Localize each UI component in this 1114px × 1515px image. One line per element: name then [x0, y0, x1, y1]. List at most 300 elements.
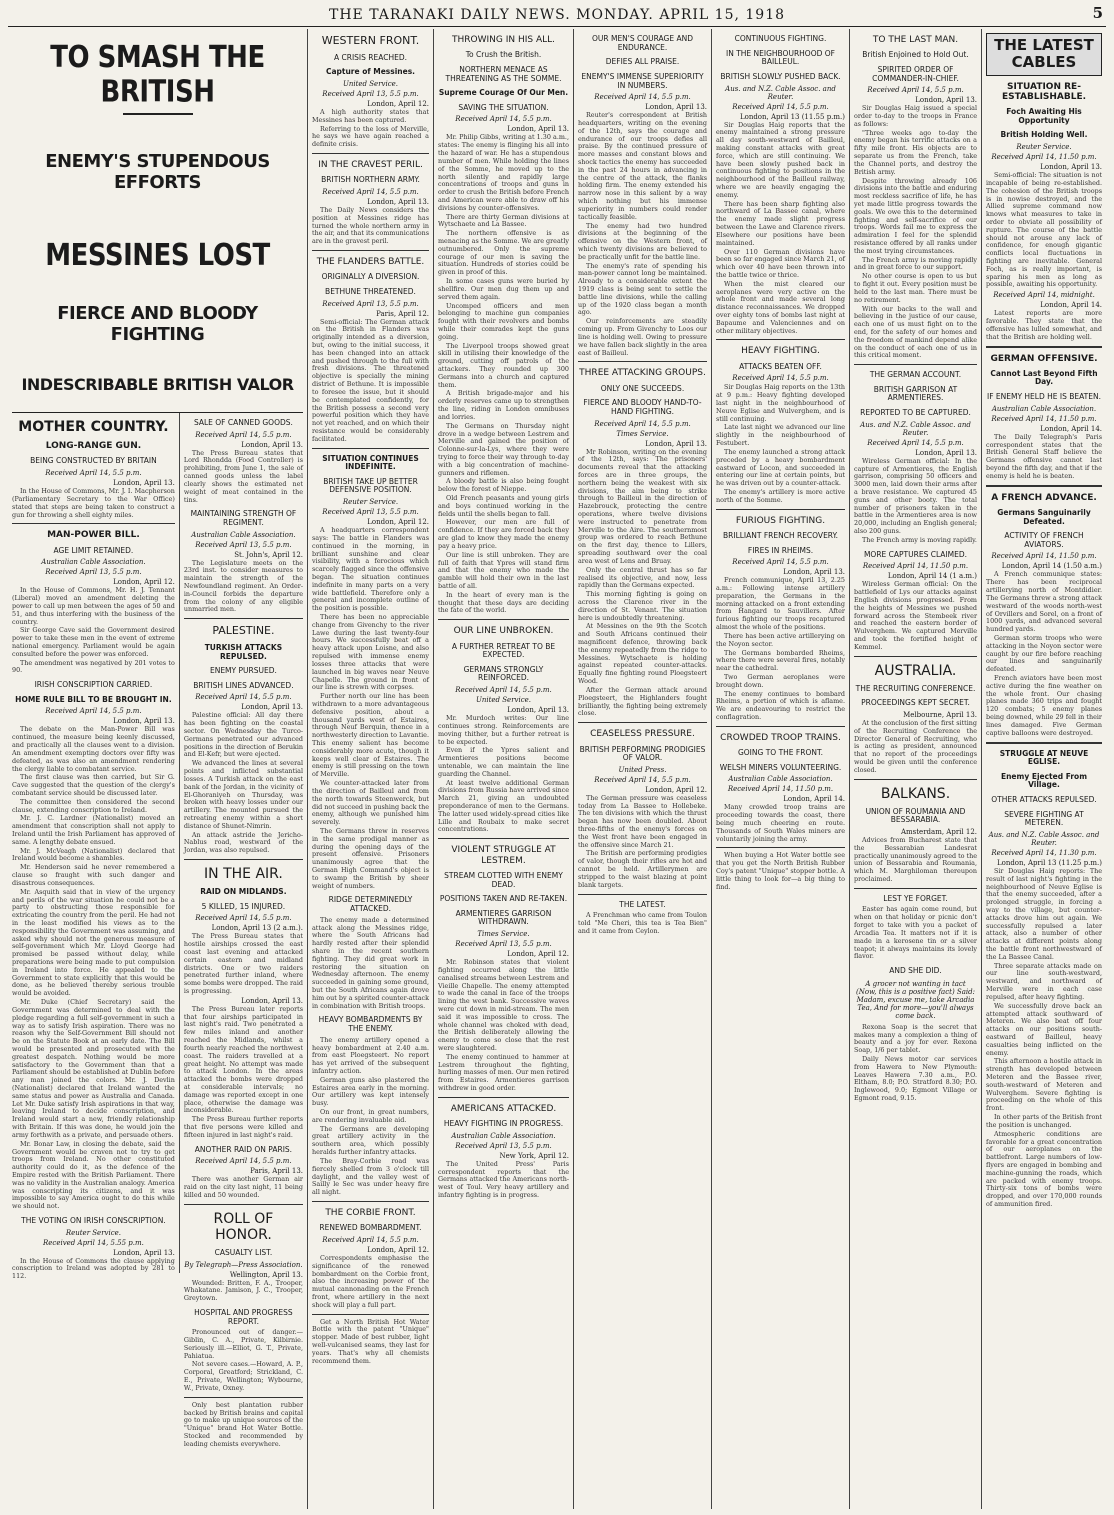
divider [578, 722, 707, 723]
subheadline: To Crush the British. [465, 50, 542, 60]
divider [312, 250, 429, 251]
subheadline: Cannot Last Beyond Fifth Day. [990, 368, 1098, 387]
subheadline: HOSPITAL AND PROGRESS REPORT. [194, 1307, 293, 1326]
headline: ROLL OF HONOR. [213, 1210, 274, 1243]
paragraph: At the conclusion of the first sitting of the Recruiting Conference the Director General of Recruiting, who is acting as president, announced that no report of the proceedings would be given until the conference closed. [854, 718, 977, 774]
paragraph: Three separate attacks made on our line south-westward, westward, and northward of Merville were in each case repulsed, after heavy fighting. [986, 961, 1102, 1001]
paragraph: Mr. Murdoch writes: Our line continues strong. Reinforcements are moving thither, but a further retreat is to be expected. [438, 714, 569, 746]
headline: FURIOUS FIGHTING. [735, 515, 826, 526]
subheadline: Foch Awaiting His Opportunity [1006, 107, 1082, 125]
subheadline: BRILLIANT FRENCH RECOVERY. [723, 530, 838, 540]
paragraph: When the mist cleared our aeroplanes were very active on the whole front and made several long distance reconnaissances. We dropped over eighty tons of bombs last night at Bapaume and Valenciennes and on other military objectives. [716, 279, 845, 335]
dateline: London, April 13 (11.55 p.m.) [739, 112, 845, 121]
paragraph: The enemy launched a strong attack preceded by a heavy bombardment eastward of Locon, and succeeded in entering our line at certain points, but he was driven out by a counter-attack. [716, 447, 845, 488]
subheadline: British Enjoined to Hold Out. [862, 50, 969, 60]
paragraph: In the House of Commons, Mr. J. I. Macpherson (Parliamentary Secretary to the War Office) stated that steps are being taken to construct a gun for throwing a shell eighty miles. [12, 487, 175, 519]
headline: VIOLENT STRUGGLE AT LESTREM. [451, 845, 556, 866]
credit: Received April 14, 5.5 p.m. [195, 1157, 292, 1166]
subheadline: RIDGE DETERMINEDLY ATTACKED. [328, 895, 413, 914]
subheadline: HEAVY BOMBARDMENTS BY THE ENEMY. [318, 1015, 423, 1034]
divider [578, 894, 707, 895]
subheadline: Supreme Courage Of Our Men. [438, 88, 569, 98]
paragraph: French aviators have been most active during the fine weather on the whole front. Our chasing planes made 360 trips and fought 120 combats; 5 enemy planes being downed, while 29 fell in their lines damaged. Five German captive balloons were destroyed. [986, 674, 1102, 737]
divider [986, 346, 1102, 348]
paragraph: After the German attack around Ploegsteert, the Highlanders fought brilliantly, the fighting being extremely close. [578, 685, 707, 718]
subheadline: AND SHE DID. [889, 966, 942, 976]
lead-headline: TO SMASH THE BRITISH [50, 40, 265, 110]
divider [12, 523, 175, 524]
paragraph: Despite throwing already 106 divisions into the battle and enduring most reckless sacrifice of life, he has yet made little progress towards the goals. We owe this to the determined fighting and self-sacrifice of our troops. Words fail me to express the admiration I feel for the splendid resistance offered by all ranks under the most trying circumstances. [854, 176, 977, 255]
subheadline: British Holding Well. [1000, 130, 1088, 140]
paragraph: The United Press' Paris correspondent reports that the Germans attacked the Americans north-west of Toul. Very heavy artillery and infantry fighting is in progress. [438, 1159, 569, 1200]
paragraph: The British are performing prodigies of valor, though their rifles are hot and cannot be held. Artillerymen are stripped to the waist blazing at point blank targets. [578, 849, 707, 889]
paragraph: Mr. J. McVeagh (Nationalist) declared that Ireland would become a shambles. [12, 846, 175, 863]
credit: Received April 14, 5.55 p.m. [43, 1238, 144, 1247]
masthead-title: THE TARANAKI DAILY NEWS. MONDAY. APRIL 15, 1918 [328, 7, 786, 23]
subheadline: BETHUNE THREATENED. [325, 286, 416, 296]
paragraph: The committee then considered the second clause, extending conscription to Ireland. [12, 797, 175, 814]
paragraph: Our line is still unbroken. They are full of faith that Ypres will stand firm and that the enemy who made the gamble will hold their own in the last battle of all. [438, 550, 569, 590]
paragraph: In some cases guns were buried by shellfire. Our men dug them up and served them again. [438, 277, 569, 301]
credit: By Telegraph—Press Association. [184, 1260, 303, 1269]
paragraph: Two German aeroplanes were brought down. [716, 672, 845, 689]
column-throwing [434, 29, 574, 1509]
dateline: London, April 13. [507, 125, 569, 134]
paragraph: Further north our line has been withdrawn to a more advantageous defensive position, about a thousand yards west of Estaires, through Neuf Berquin, thence in a northwesterly direction to Lavantie. This enemy salient has become considerably more acute, though it keeps well clear of Estaires. The enemy is still pressing on the town of Merville. [312, 692, 429, 779]
subheadline: IF ENEMY HELD HE IS BEATEN. [986, 392, 1102, 402]
column-our-men [574, 29, 712, 1509]
subheadline: HEAVY FIGHTING IN PROGRESS. [443, 1119, 564, 1129]
credit: Received April 14, 5.5 p.m. [45, 707, 142, 716]
paragraph: Pronounced out of danger.—Giblin, C. A., Private, Kilbirnie. Seriously ill.—Elliot, G. T., Private, Pahiatua. [183, 1328, 303, 1360]
divider [438, 1097, 569, 1098]
divider [716, 726, 845, 727]
paragraph: Reuter's correspondent at British headquarters, writing on the evening of the 12th, says the courage and endurance of our troops defies all praise. By the continued pressure of more masses and constant blows and shock tactics the enemy has succeeded in the past 24 hours in advancing in the centre of the attack, the flanks holding firm. The enemy extended his narrow nose in this salient by a way which nothing but his immense superiority in numbers could render tactically feasible. [578, 111, 707, 221]
credit: Received April 13, 5.5 p.m. [195, 540, 292, 549]
subcolumn-mother-country [12, 413, 180, 1281]
paragraph: Mr. Bonar Law, in closing the debate, said the Government would be craven not to try to get troops from Ireland. No other constituted authority could do it, as the defence of the Empire rested with the British Parliament. There was no validity in the Australian analogy. America was conscripting its citizens, and it was impossible to say America ought to do this while we should not. [12, 1139, 175, 1211]
headline: THREE ATTACKING GROUPS. [579, 368, 706, 379]
paragraph: "Three weeks ago to-day the enemy began his terrific attacks on a fifty mile front. His objects are to separate us from the French, take the Channel ports, and destroy the British army. [854, 128, 977, 176]
subheadline: RAID ON MIDLANDS. [200, 887, 287, 897]
dateline: London, April 13. [367, 197, 429, 206]
subheadline: UNION OF ROUMANIA AND BESSARABIA. [865, 806, 966, 825]
subheadline: Enemy Ejected From Village. [1000, 771, 1088, 790]
subheadline: FIRES IN RHEIMS. [747, 545, 814, 555]
dateline: London, April 14. [1040, 424, 1102, 433]
credit: Australian Cable Association. [41, 558, 146, 567]
paragraph: Mr. Philip Gibbs, writing at 1.30 a.m., states: The enemy is flinging his all into the hazard of war. He has a stupendous number of men. While holding the lines of the Somme, he moved up to the north silently and rapidly large concentrations of troops and guns in order to crush the British before French and American were able to draw off his divisions by counter-offensives. [438, 133, 569, 212]
headline: BALKANS. [880, 785, 951, 802]
dateline: London, April 13. [645, 103, 707, 112]
paragraph: In other parts of the British front the position is unchanged. [986, 1113, 1102, 1129]
lead-subheadline-4: INDESCRIBABLE BRITISH VALOR [21, 375, 294, 394]
credit: Received April 14, 5.5 p.m. [594, 775, 691, 784]
subheadline: A CRISIS REACHED. [333, 52, 407, 62]
dateline: Paris, April 12. [376, 309, 429, 318]
masthead [8, 4, 1106, 27]
headline: LONG-RANGE GUN. [45, 441, 142, 452]
paragraph: Semi-official: The German attack on the British in Flanders was originally intended as a diversion, but, owing to the initial success, it has been changed into an attack and pushed through to the full with fresh divisions. The threatened objective is specially the mining district of Bethune. It is impossible to foresee the issue, but it should be contemplated confidently, for the British possess a second very powerful position which they have not yet reached, and on which their resistance would be considerably facilitated. [312, 317, 429, 443]
credit: Received April 14, 5.5 p.m. [195, 914, 292, 923]
paragraph: With our backs to the wall and believing in the justice of our cause, each one of us must fight on to the end, for the safety of our homes and the freedom of mankind depend alike on the conduct of each one of us in this critical moment. [854, 304, 977, 360]
paragraph: German storm troops who were attacking in the Noyon sector were caught by our fire before reaching our lines and sanguinarily defeated. [986, 633, 1102, 674]
subheadline: ATTACKS BEATEN OFF. [739, 361, 822, 371]
credit: Received April 14, 11.30 p.m. [991, 848, 1097, 857]
paragraph: Latest reports are more favorable. They state that the offensive has lulled somewhat, and that the British are holding well. [986, 309, 1102, 341]
paragraph: Sir George Cave said the Government desired power to take these men in the event of extreme national emergency. Parliament would be again consulted before the power was enforced. [12, 626, 175, 658]
divider [854, 656, 977, 657]
paragraph: This morning fighting is going on across the Clarence river in the direction of St. Venant. The situation here is undoubtedly threatening. [578, 590, 707, 622]
paragraph: The amendment was negatived by 201 votes to 90. [12, 658, 175, 675]
paragraph: There was another German air raid on the city last night, 11 being killed and 50 wounded. [183, 1175, 303, 1199]
subheadline: HOME RULE BILL TO BE BROUGHT IN. [15, 694, 172, 704]
advertisement: Only best plantation rubber backed by British brains and capital go to make up unique sources of the "Unique" brand Hot Water Bottle. Stocked and recommended by leading chemists everywhere. [183, 1400, 303, 1448]
dateline: London, April 12. [367, 518, 429, 527]
paragraph: Old French peasants and young girls and boys continued working in the fields until the shells began to fall. [438, 494, 569, 518]
divider [716, 847, 845, 848]
paragraph: Wounded: Britten, F. A., Trooper, Whakatane. Jamison, J. C., Trooper, Greytown. [183, 1278, 303, 1303]
subheadline: Capture of Messines. [325, 67, 416, 77]
subheadline: BRITISH GARRISON AT ARMENTIERES. [873, 384, 958, 403]
paragraph: Mr. Henderson said he never remembered a clause so fraught with such danger and disastrous consequences. [12, 863, 175, 887]
dateline: London, April 13. [507, 706, 569, 715]
headline: OUR MEN'S COURAGE AND ENDURANCE. [591, 34, 693, 52]
headline: CONTINUOUS FIGHTING. [734, 34, 827, 43]
credit: Reuter Service. [342, 498, 399, 507]
headline: WESTERN FRONT. [321, 34, 420, 47]
credit: Australian Cable Association. [728, 775, 833, 784]
paragraph: At Messines on the 9th the Scotch and South Africans continued their magnificent defence, throwing back the enemy repeatedly from the ridge to Messines. Wytschaete is holding against repeated counter-attacks. Equally fine fighting round Ploegsteert Wood. [578, 622, 707, 686]
paragraph: Even if the Ypres salient and Armentieres positions become untenable, we can maintain the line guarding the Channel. [438, 746, 569, 778]
subheadline: BEING CONSTRUCTED BY BRITAIN [30, 456, 157, 466]
dateline: London, April 13. [241, 996, 303, 1005]
credit: Received April 13, 5.5 p.m. [322, 89, 419, 98]
paragraph: German guns also plastered the Estaires area early in the morning. Our artillery was kept intensely busy. [312, 1075, 429, 1108]
subheadline: ENEMY PURSUED. [209, 666, 277, 676]
paragraph: Sir Douglas Haig reports that the enemy maintained a strong pressure all day south-westward of Bailleul, making constant attacks with great force, which are still continuing. We have been slowly pushed back in continuous fighting to positions in the neighbourhood of the Bailleul railway, where we are heavily engaging the enemy. [716, 120, 845, 199]
subheadline: RENEWED BOMBARDMENT. [319, 1223, 422, 1233]
paragraph: The enemy's artillery is more active north of the Somme. [716, 487, 845, 504]
dateline: London, April 14 (1.50 a.m.) [1001, 562, 1102, 571]
dateline: London, April 13. [113, 479, 175, 488]
credit: United Press. [618, 765, 667, 774]
subheadline: BRITISH SLOWLY PUSHED BACK. [720, 71, 841, 81]
paragraph: A headquarters correspondent says: The battle in Flanders was continued in the morning, in brilliant sunshine and clear visibility, with a ferocious which scarcely flagged since the offensive began. The situation continues indefinite in many parts on a very wide battlefield. Therefore only a general and incomplete outline of the position is possible. [312, 526, 429, 613]
dateline: London, April 13. [1040, 163, 1102, 172]
paragraph: The German pressure was ceaseless today from La Bassee to Hollebeke. The ten divisions with which the thrust began has now been doubled. About three-fifths of the enemy's forces on the West front have been engaged in the offensive since March 21. [578, 793, 707, 849]
subheadline: WELSH MINERS VOLUNTEERING. [719, 762, 842, 772]
credit: Received April 14, 11.50 p.m. [862, 562, 969, 571]
subheadline: SALE OF CANNED GOODS. [193, 418, 293, 427]
advertisement: Easter has again come round, but when on that holiday or picnic don't forget to take with you a packet of Arcadia Tea. It matters not if it is made in a kerosene tin or a silver teapot; it always maintains its lovely flavor. [854, 905, 977, 961]
paragraph: The Daily News considers the position at Messines ridge has turned the whole northern army in the air, and that its communications are in the gravest peril. [312, 205, 429, 246]
paragraph: A high authority states that Messines has been captured. [312, 107, 429, 124]
subheadline: SAVING THE SITUATION. [458, 102, 549, 112]
credit: Received April 14, 11.50 p.m. [991, 552, 1097, 561]
column-lead [8, 29, 308, 1509]
paragraph: The Press Bureau states that hostile airships crossed the east coast last evening and attacked certain eastern and midland districts. One or two raiders penetrated further inland, where some bombs were dropped. The raid is progressing. [183, 932, 303, 996]
paragraph: The French army is moving rapidly. [862, 535, 977, 544]
latest-cables-banner: THE LATEST CABLES [986, 33, 1102, 76]
paragraph: Sir Douglas Haig reports on the 13th at 9 p.m.: Heavy fighting developed last night in the neighbourhood of Neuve Eglise and Wulverghem, and is still continuing. [716, 383, 845, 423]
headline: THE FLANDERS BATTLE. [316, 256, 425, 267]
subheadline: SEVERE FIGHTING AT METEREN. [1004, 809, 1084, 828]
credit: Australian Cable Association. [451, 1131, 556, 1140]
paragraph: At least twelve additional German divisions from Russia have arrived since March 21, giving an undoubted preponderance of men to the Germans. The latter used widely-spread cities like Lille and Roubaix to make secret concentrations. [438, 778, 569, 834]
dateline: Amsterdam, April 12. [900, 827, 977, 836]
paragraph: An attack astride the Jericho-Nablus road, westward of the Jordan, was also repulsed. [183, 830, 303, 855]
subheadline: GOING TO THE FRONT. [737, 748, 824, 758]
divider [312, 153, 429, 154]
dateline: London, April 13. [915, 448, 977, 457]
dateline: Wellington, April 13. [229, 1270, 303, 1279]
paragraph: The enemy artillery opened a heavy bombardment at 2.40 a.m. from east Ploegsteert. No report has yet arrived of the subsequent infantry action. [312, 1035, 429, 1075]
credit: Received April 14, 5.5 p.m. [594, 93, 691, 102]
paragraph: A British brigade-major and his orderly reserves came up to strengthen the line, riding in London omnibuses and lorries. [438, 389, 569, 421]
dateline: London, April 13. [113, 717, 175, 726]
credit: Aus. and N.Z. Cable Assoc. and Reuter. [988, 830, 1100, 847]
paragraph: Only the central thrust has so far realised its objective, and now, less rapidly than the Germans expected. [578, 565, 707, 590]
credit: Received April 14, 5.5 p.m. [732, 558, 829, 567]
paragraph: The Liverpool troops showed great skill in utilising their knowledge of the ground, cutting off patrols of the attackers. They rounded up 300 Germans into a church and captured them. [438, 341, 569, 389]
credit: Received April 14, 5.5 p.m. [594, 419, 691, 428]
credit: United Service. [475, 696, 532, 705]
paragraph: The Press Bureau later reports that four airships participated in last night's raid. Two penetrated a few miles inland and another reached the Midlands, whilst a fourth nearly reached the northwest coast. The raiders travelled at a great height. No attempt was made to attack London. In the areas attacked the bombs were dropped at considerable intervals; no damage was reported except in one place, otherwise the damage was inconsiderable. [183, 1004, 303, 1115]
credit: Received April 14, 5.5 p.m. [322, 187, 419, 196]
paragraph: The Germans threw in reserves in the same prodigal manner as during the opening days of the present offensive. Prisoners unanimously agree that the German High Command's object is to swamp the British by sheer weight of numbers. [312, 826, 429, 890]
credit: Received April 14, 5.5 p.m. [195, 430, 292, 439]
paragraph: The enemy made a determined attack along the Messines ridge, where the South Africans had hardly rested after their splendid share in the recent southern fighting. They did great work in restoring the situation on Wednesday afternoon. The enemy succeeded in gaining some ground, but the South Africans again drove him out by a spirited counter-attack in combination with British troops. [312, 915, 429, 1010]
divider [312, 448, 429, 449]
headline: PALESTINE. [212, 624, 275, 638]
dateline: London, April 13 (11.25 p.m.) [996, 858, 1102, 867]
headline: SITUATION RE-ESTABLISHABLE. [1001, 81, 1087, 102]
subheadline: ACTIVITY OF FRENCH AVIATORS. [1004, 531, 1084, 549]
dateline: London, April 14. [1040, 301, 1102, 310]
paragraph: The debate on the Man-Power Bill was continued, the measure being keenly discussed, and practically all the clauses went to a division. An amendment exempting doctors over fifty was defeated, as was also an amendment rendering the clergy liable to combatant service. [12, 725, 175, 773]
headline: MOTHER COUNTRY. [18, 419, 169, 435]
credit: Received April 14, 5.5 p.m. [455, 115, 552, 124]
subheadline: THE VOTING ON IRISH CONSCRIPTION. [21, 1216, 166, 1226]
paragraph: There has been no appreciable change from Givenchy to the river Lawe during the last twenty-four hours. We successfully beat off a heavy attack upon Loisne, and also repulsed with immense enemy losses three attacks that were launched in big waves near Neuve Chapelle. The ground in front of our line is strewn with corpses. [312, 613, 429, 692]
dateline: London, April 13. [241, 440, 303, 449]
headline: A FRENCH ADVANCE. [991, 492, 1097, 503]
subheadline: BRITISH LINES ADVANCED. [193, 680, 294, 690]
paragraph: The Bray-Corbie road was fiercely shelled from 3 o'clock till daylight, and the valley west of Sailly le Sec was under heavy fire all night. [312, 1156, 429, 1197]
paragraph: In the heart of every man is the thought that these days are deciding the fate of the world. [438, 590, 569, 615]
paragraph: The Daily Telegraph's Paris correspondent states that the British General Staff believe the Germans offensive cannot last beyond the fifth day, and that if the enemy is held he is beaten. [986, 432, 1102, 480]
credit: Received April 14, 11.50 p.m. [991, 414, 1097, 423]
advertisement: Rexona Soap is the secret that makes many a complexion a thing of beauty and a joy for ever. Rexona Soap, 1/6 per tablet. [854, 1022, 977, 1055]
credit: Received April 14, 5.5 p.m. [867, 86, 964, 95]
credit: Received April 14, 11.50 p.m. [727, 785, 834, 794]
subheadline: GERMANS STRONGLY REINFORCED. [463, 664, 544, 683]
dateline: London, April 12. [113, 578, 175, 587]
dateline: London, April 12. [367, 99, 429, 108]
paragraph: Many crowded troop trains are proceeding towards the coast, there being much cheering en route. Thousands of South Wales miners are voluntarily joining the army. [716, 803, 845, 843]
subheadline: NORTHERN MENACE AS THREATENING AS THE SOMME. [445, 64, 562, 83]
divider [716, 339, 845, 340]
paragraph: Semi-official: The situation is not incapable of being re-established. The cohesion of the British troops is in nowise destroyed, and the Allied supreme command now knows what measures to take in order to obviate all possibility of rupture. The course of the battle should not arouse any lack of confidence, for enough gigantic conflicts local fluctuations in fighting are inevitable. General Foch, as is really important, is sparing his men as long as possible, awaiting his opportunity. [986, 171, 1102, 289]
headline: SITUATION CONTINUES INDEFINITE. [322, 453, 419, 472]
subheadline: ENEMY'S IMMENSE SUPERIORITY IN NUMBERS. [581, 71, 704, 90]
advertisement: Get a North British Hot Water Bottle with the patent "Unique" stopper. Made of best rubber, light well-vulcanised seams, they last for years. That's why all chemists recommend them. [312, 1317, 429, 1365]
dateline: London, April 13. [783, 568, 845, 577]
dateline: St. John's, April 12. [234, 550, 303, 559]
credit: Received April 13, 5.5 p.m. [322, 508, 419, 517]
headline: HEAVY FIGHTING. [741, 346, 820, 357]
paragraph: We counter-attacked later from the direction of Bailleul and from the north towards Steenwerck, but did not succeed in pushing back the enemy, although we punished him severely. [312, 779, 429, 827]
paragraph: However, our men are full of confidence. If they are forced back they are glad to know they made the enemy pay a heavy price. [438, 518, 569, 550]
column-last-man [850, 29, 982, 1509]
paragraph: Atmospheric conditions are favorable for a great concentration of our aeroplanes on the battlefront. Large numbers of low-flyers are engaged in bombing and machine-gunning the roads, which are packed with enemy troops. Thirty-six tons of bombs were dropped, and over 170,000 rounds of ammunition fired. [986, 1129, 1102, 1208]
paragraph: On our front, in great numbers, are rendering invaluable aid. [312, 1108, 429, 1124]
subheadline: REPORTED TO BE CAPTURED. [860, 408, 971, 418]
dateline: Paris, April 13. [250, 1167, 303, 1176]
dateline: London, April 12. [367, 1245, 429, 1254]
credit: Received April 13, 5.5 p.m. [45, 568, 142, 577]
subheadline: TURKISH ATTACKS REPULSED. [204, 642, 283, 661]
lead-subheadline-3: FIERCE AND BLOODY FIGHTING [57, 303, 258, 345]
headline: THE GERMAN ACCOUNT. [869, 370, 962, 380]
subheadline: 5 KILLED, 15 INJURED. [201, 901, 286, 911]
divider [986, 485, 1102, 487]
credit: Received April 14, midnight. [993, 291, 1095, 300]
subheadline: STREAM CLOTTED WITH ENEMY DEAD. [444, 870, 563, 889]
headline: AUSTRALIA. [874, 662, 957, 679]
subheadline: MORE CAPTURES CLAIMED. [863, 549, 968, 559]
paragraph: We successfully drove back an attempted attack southward of Meteren. We also beat off four attacks on our positions south-eastward of Bailleul, heavy casualties being inflicted on the enemy. [986, 1001, 1102, 1057]
subheadline: DEFIES ALL PRAISE. [605, 57, 680, 67]
credit: Aus. and N.Z. Cable Assoc. and Reuter. [725, 84, 836, 101]
paragraph: No other course is open to us but to fight it out. Every position must be held to the last man. There must be no retirement. [854, 272, 977, 304]
divider [438, 838, 569, 839]
dateline: London, April 14. [783, 795, 845, 804]
divider [184, 859, 303, 860]
paragraph: The enemy's rate of spending his man-power cannot long be maintained. Already to a considerable extent the 1919 class is being sent to settle the battle line divisions, while the calling up of the 1920 class began a month ago. [578, 261, 707, 317]
paragraph: Palestine official: All day there has been fighting on the coastal sector. On Wednesday the Turco-Germans penetrated our advanced positions in the direction of Berukin and El-Kefr, but were ejected. [183, 711, 303, 759]
paragraph: There has been sharp fighting also northward of La Bassee canal, where the enemy made slight progress between the Lawe and Clarence rivers. Elsewhere our positions have been maintained. [716, 199, 845, 247]
column-latest-cables [982, 29, 1106, 1509]
paragraph: A bloody battle is also being fought below the forest of Nieppe. [438, 477, 569, 494]
credit: Times Service. [477, 930, 530, 939]
paragraph: Not severe cases.—Howard, A. P., Corporal, Greatford; Strickland, C. E., Private, Wellington; Wybourne, W., Private, Oxney. [183, 1360, 303, 1392]
dateline: New York, April 12. [499, 1151, 569, 1160]
paragraph: A French communique states: There has been reciprocal artillerying north of Montdidier. The Germans threw a strong attack westward of the woods north-west of Orvillers and Sorel, on a front of 1000 yards, and advanced several hundred yards. [986, 570, 1102, 634]
headline: THROWING IN HIS ALL. [451, 35, 555, 45]
headline: STRUGGLE AT NEUVE EGLISE. [999, 748, 1089, 767]
lead-subheadline-1: ENEMY'S STUPENDOUS EFFORTS [45, 151, 270, 193]
paragraph: Mr Robinson, writing on the evening of the 12th, says: The prisoners' documents reveal that the attacking forces are in three groups, the northern being the weakest with six divisions, the aim being to strike through to Bailleul in the direction of Hazebrouck, protecting the centre operations, where twelve divisions were instructed to penetrate from Merville to the Aire. The southernmost group was ordered to reach Bethune on the first day, thence to Lillers, spreading southward over the coal area west of Lens and Bruay. [578, 447, 707, 565]
subheadline: BRITISH PERFORMING PRODIGIES OF VALOR. [579, 744, 706, 763]
paragraph: We advanced the lines at several points and inflicted substantial losses. A Turkish attack on the east bank of the Jordan, in the vicinity of El-Ghoraniyeh on Thursday, was broken with heavy losses under our artillery. The mounted pursued the retreating enemy within a short distance of Shunet-Nimrin. [183, 759, 303, 830]
credit: Received April 14, 5.5 p.m. [732, 374, 829, 383]
paragraph: Advices from Bucharest state that the Bessarabian Landesrat practically unanimously agreed to the union of Bessarabia and Roumania, which M. Marghiloman thereupon proclaimed. [854, 835, 978, 884]
paragraph: Late last night we advanced our line slightly in the neighbourhood of Festubert. [716, 423, 845, 448]
dateline: London, April 12. [507, 950, 569, 959]
headline: OUR LINE UNBROKEN. [453, 626, 554, 637]
paragraph: The Legislature meets on the 23rd inst. to consider measures to maintain the strength of the Newfoundland regiment. An Order-in-Council forbids the departure from the colony of any eligible unmarried men. [183, 558, 303, 614]
headline: GERMAN OFFENSIVE. [990, 353, 1098, 364]
dateline: London, April 13. [113, 1248, 175, 1257]
paragraph: Wireless German official: On the battlefield of Lys our attacks against English divisions progressed. From the heights of Messines we pushed forward across the Stembeek river and reached the eastern border of Wulverghem. We captured Merville and took the fortified height of Kemmel. [854, 580, 977, 651]
paragraph: There are thirty German divisions at Wytschaete and La Bassee. [438, 212, 569, 229]
dateline: London, April 13. [241, 703, 303, 712]
paragraph: The first clause was then carried, but Sir G. Cave suggested that the question of the clergy's combatant service should be discussed later. [12, 773, 175, 797]
paragraph: The enemy continued to hammer at Lestrem throughout the fighting, hurling masses of men. Our men retired from Estaires. Armentieres garrison withdrew in good order. [438, 1052, 569, 1093]
credit: Received April 14, 5.5 p.m. [45, 469, 142, 478]
dateline: London, April 12. [645, 785, 707, 794]
paragraph: Referring to the loss of Merville, he says we have again reached a definite crisis. [312, 124, 429, 149]
divider [184, 618, 303, 619]
paragraph: There has been active artillerying on the Noyon sector. [716, 631, 845, 648]
divider [986, 742, 1102, 744]
paragraph: Our reinforcements are steadily coming up. From Givenchy to Loos our line is holding well. Owing to pressure we have fallen back slightly in the area east of Bailleul. [578, 317, 707, 357]
subheadline: Germans Sanguinarily Defeated. [997, 507, 1091, 526]
paragraph: The Press Bureau states that Lord Rhondda (Food Controller) is prohibiting, from June 1, the sale of canned goods unless the label clearly shows the estimated net weight of meat contained in the tins. [183, 448, 303, 504]
subheadline: THE RECRUITING CONFERENCE. [855, 683, 976, 693]
paragraph: The French army is moving rapidly and in great force to our support. [854, 255, 977, 272]
paragraph: The northern offensive is as menacing as the Somme. We are greatly outnumbered. Only the supreme courage of our men is saving the situation. Hundreds of stories could be given in proof of this. [438, 229, 569, 277]
subheadline: SPIRITED ORDER OF COMMANDER-IN-CHIEF. [872, 64, 959, 83]
divider [312, 1314, 429, 1315]
credit: Reuter Service. [65, 1228, 122, 1237]
headline: IN THE AIR. [204, 866, 283, 883]
dateline: London, April 13 (2 a.m.). [211, 924, 303, 933]
dateline: London, April 13. [645, 439, 707, 448]
credit: Aus. and N.Z. Cable Assoc. and Reuter. [860, 420, 971, 437]
headline: CROWDED TROOP TRAINS. [720, 732, 841, 743]
paragraph: Mr. Duke (Chief Secretary) said the Government was determined to deal with the pledge regarding a full self-government in such a way as to satisfy Irish aspiration. There was no reason why the Self-Government Bill should not be on the Statute Book at an early date. The Bill would be presented and prosecuted with the greatest despatch. Nothing would be more satisfactory to the Government than that a Parliament should be established at Dublin before any man joined the colors. Mr. J. Devlin (Nationalist) declared that Ireland wanted the same status and power as Australia and Canada. Let Mr. Duke satisfy Irish aspirations in that way, leaving Ireland to decide conscription, and Ireland would start a new, friendly relationship with Britain. If this was done, he would join the army forthwith as a private, and persuade others. [12, 998, 175, 1139]
headline: IN THE CRAVEST PERIL. [318, 159, 423, 170]
credit: United Service. [342, 79, 399, 88]
paragraph: The Germans are developing great artillery activity in the southern area, which possibly heralds further infantry attacks. [312, 1124, 429, 1157]
subheadline: ANOTHER RAID ON PARIS. [194, 1144, 293, 1154]
subheadline: A FURTHER RETREAT TO BE EXPECTED. [451, 641, 556, 660]
credit: Received April 13, 5.5 p.m. [455, 940, 552, 949]
credit: Received April 14, 5.5 p.m. [867, 438, 964, 447]
paragraph: French communique, April 13, 2.25 a.m.: Following intense artillery preparation, the Germans in the morning attacked on a front extending from Hangard to Sauvillers. After furious fighting our troops recaptured almost the whole of the positions. [716, 576, 845, 632]
credit: Australian Cable Association. [191, 530, 296, 539]
paragraph: Sir Douglas Haig issued a special order to-day to the troops in France as follows: [854, 104, 977, 128]
subheadline: ORIGINALLY A DIVERSION. [321, 272, 420, 282]
subheadline: IN THE NEIGHBOURHOOD OF BAILLEUL. [725, 48, 835, 67]
paragraph: Correspondents emphasise the significance of the renewed bombardment on the Corbie front, also the increasing power of the mutual cannonading on the French front, where artillery in the next shock will play a full part. [312, 1253, 429, 1309]
verse: A grocer not wanting in tact (Now, this is a positive fact) Said: Madam, excuse me, take Arcadia Tea, And for more—you'll always come back. [856, 979, 975, 1020]
paragraph: This afternoon a hostile attack in strength has developed between Meteren and the Bassee river, south-westward of Meteren and Wulverghem. Severe fighting is proceeding on the whole of this front. [986, 1057, 1102, 1113]
advertisement: A Frenchman who came from Toulon told "Me Cheri, this tea is Tea Bien" and it came from Ceylon. [578, 911, 707, 935]
headline: TO THE LAST MAN. [872, 35, 959, 45]
paragraph: In the House of Commons, Mr. H. J. Tennant (Liberal) moved an amendment deleting the power to call up men between the ages of 50 and 51, and thus interfering with the business of the country. [12, 586, 175, 626]
paragraph: Mr. Asquith said that in view of the urgency and perils of the war situation he could not be a party to obstructing those responsible for extricating the country from the peril. He had not in the least modified his views as to the responsibility the Government was assuming, and asked why should not the generous measure of self-government which Mr. Lloyd George had promised be passed without delay, while preparations were being made to put compulsion in Ireland into force. He appealed to the Government to state explicitly that this would be done, as he believed thereby serious trouble would be avoided. [12, 887, 175, 998]
subheadline: PROCEEDINGS KEPT SECRET. [861, 698, 970, 708]
subheadline: ONLY ONE SUCCEEDS. [600, 383, 685, 393]
paragraph: In the House of Commons the clause applying conscription to Ireland was adopted by 281 to 112. [12, 1256, 175, 1281]
divider [438, 619, 569, 620]
subheadline: LEST YE FORGET. [883, 893, 948, 903]
headline: THE CORBIE FRONT. [325, 1207, 416, 1218]
subheadline: CASUALTY LIST. [214, 1247, 273, 1257]
subheadline: POSITIONS TAKEN AND RE-TAKEN. [439, 894, 568, 904]
column-western-front [308, 29, 434, 1509]
credit: Australian Cable Association. [991, 404, 1097, 413]
paragraph: Wireless German official: In the capture of Armentieres, the English garrison, comprising 50 officers and 3000 men, laid down their arms after a brave resistance. We captured 45 guns and other booty. The total number of prisoners taken in the battle in the Armentieres area is now 20,000, including an English general; also 200 guns. [854, 456, 977, 536]
divider [312, 1201, 429, 1202]
credit: Received April 14, 5.5 p.m. [195, 693, 292, 702]
subheadline: BRITISH NORTHERN ARMY. [321, 175, 420, 185]
subheadline: BRITISH TAKE UP BETTER DEFENSIVE POSITION. [323, 476, 418, 495]
